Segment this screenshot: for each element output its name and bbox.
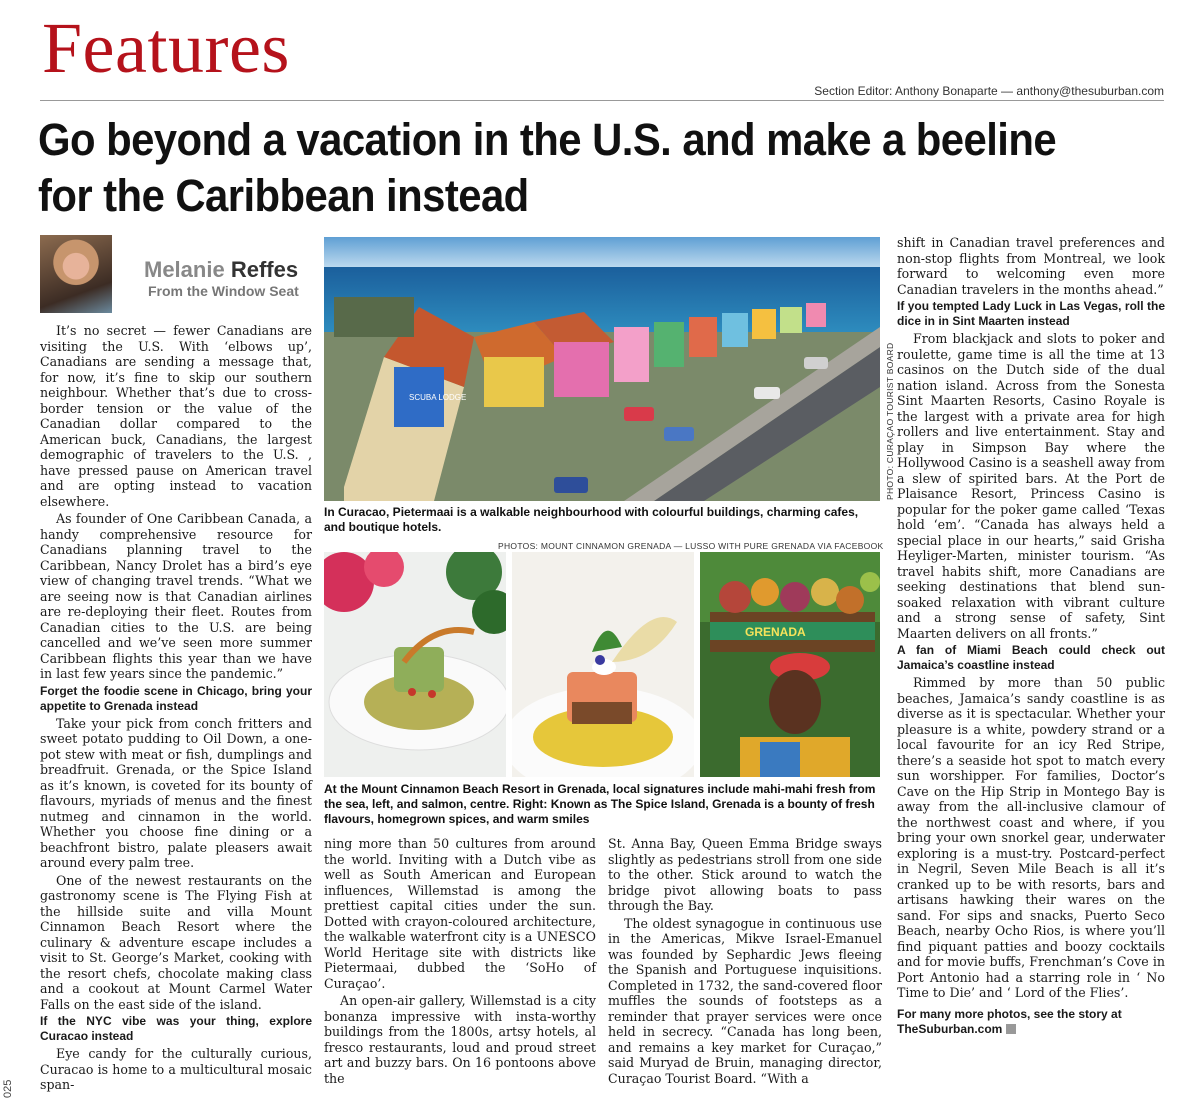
photo-credit-grenada: PHOTOS: MOUNT CINNAMON GRENADA — LUSSO WITH PURE GRENADA VIA FACEBOOK bbox=[498, 541, 884, 551]
grenada-woman-photo bbox=[700, 552, 880, 777]
paragraph: St. Anna Bay, Queen Emma Bridge sways slightly as pedestrians stroll from one side to the other. Stick around to watch the bridge pivot allowing boats to pass through the Bay. bbox=[608, 836, 882, 913]
mahi-mahi-photo bbox=[324, 552, 506, 777]
more-photos-note bbox=[897, 1007, 1165, 1037]
subhead: If the NYC vibe was your thing, explore Curacao instead bbox=[40, 1014, 312, 1043]
author-photo bbox=[40, 235, 112, 313]
subhead: If you tempted Lady Luck in Las Vegas, roll the dice in in Sint Maarten instead bbox=[897, 299, 1165, 328]
paragraph: As founder of One Caribbean Canada, a handy comprehensive resource for Canadians planning travel to the Caribbean, Nancy Drolet has a bird’s eye view of changing travel trends. “What we are seeing now is that Canadian airlines are re-deploying their fleet. Routes from Canadian cities to the U.S. are being cancelled and we’ve seen more summer Caribbean flights this year than we have in last few years since the pandemic.” bbox=[40, 511, 312, 681]
curacao-caption: In Curacao, Pietermaai is a walkable neighbourhood with colourful buildings, charming cafes, and boutique hotels. bbox=[324, 505, 859, 534]
curacao-illustration bbox=[324, 237, 880, 501]
paragraph: It’s no secret — fewer Canadians are visiting the U.S. With ‘elbows up’, Canadians are sending a message that, for now, it’s fine to skip our southern neighbour. Whether that’s due to cross-border tension or the value of the Canadian dollar compared to the American buck, Canadians, the largest demographic of travelers to the U.S. , have pressed pause on American travel and are opting instead to vacation elsewhere. bbox=[40, 323, 312, 509]
salmon-illustration bbox=[512, 552, 694, 777]
author-name: Melanie Reffes bbox=[144, 257, 299, 282]
paragraph: Rimmed by more than 50 public beaches, Jamaica’s sandy coastline is as diverse as it is spectacular. Whether your pleasure is a white, powdery strand or a local favourite for an icy Red Stripe, there’s a seaside hot spot to match every sun worshipper. For families, Doctor’s Cave on the Hip Strip in Montego Bay is away from the all-inclusive clamour of the northwest coast and where, if you bring your own snorkel gear, underwater exploring is a must-try. Postcard-perfect in Negril, Seven Mile Beach is all it’s cranked up to be with resorts, bars and artisans hawking their wares on the sand. For sips and snacks, Puerto Seco Beach, nearby Ocho Rios, is where you’ll find piquant patties and boozy cocktails and for movie buffs, Frenchman’s Cove in Port Antonio had a starring role in ‘ No Time to Die’ and ‘ Lord of the Flies’. bbox=[897, 675, 1165, 1000]
end-mark bbox=[1006, 1024, 1016, 1034]
paragraph: ning more than 50 cultures from around the world. Inviting with a Dutch vibe as well as South American and European influences, Willemstad is among the prettiest capital cities under the sun. Dotted with crayon-coloured architecture, the walkable waterfront city is a UNESCO World Heritage site with districts like Pietermaai, dubbed the ‘SoHo of Curaçao’. bbox=[324, 836, 596, 991]
section-editor: Section Editor: Anthony Bonaparte — anthony@thesuburban.com bbox=[814, 84, 1164, 98]
paragraph: Take your pick from conch fritters and sweet potato pudding to Oil Down, a one-pot stew with meat or fish, dumplings and breadfruit. Grenada, or the Spice Island as it’s known, is coveted for its bounty of flavours, myriads of menus and the finest nutmeg and cinnamon in the world. Whether you choose fine dining or a beachfront bistro, palate pleasers await around every palm tree. bbox=[40, 715, 312, 870]
website-link[interactable]: TheSuburban.com bbox=[897, 1021, 1003, 1036]
header-rule bbox=[40, 100, 1164, 101]
edition-year: 025 bbox=[2, 1079, 14, 1098]
grenada-caption: At the Mount Cinnamon Beach Resort in Grenada, local signatures include mahi-mahi fresh from the sea, left, and salmon, centre. Right: Known as The Spice Island, Grenada is a bounty of fresh flavours, homegrown spices, and warm smiles bbox=[324, 782, 876, 826]
column-name: From the Window Seat bbox=[148, 283, 299, 299]
grenada-woman-illustration bbox=[700, 552, 880, 777]
mahi-mahi-illustration bbox=[324, 552, 506, 777]
paragraph: One of the newest restaurants on the gastronomy scene is The Flying Fish at the hillside suite and villa Mount Cinnamon Beach Resort where the culinary & adventure escape includes a visit to St. George’s Market, cooking with the resort chefs, chocolate making class and a cookout at Mount Carmel Water Falls on the east side of the island. bbox=[40, 872, 312, 1012]
paragraph: The oldest synagogue in continuous use in the Americas, Mikve Israel-Emanuel was founded by Sephardic Jews fleeing the Spanish and Portuguese inquisitions. Completed in 1732, the sand-covered floor muffles the sounds of footsteps as a reminder that prayer services were once held in secrecy. “Canada has long been, and remains a key market for Curaçao,” said Muryad de Bruin, managing director, Curaçao Tourist Board. “With a bbox=[608, 915, 882, 1086]
paragraph: An open-air gallery, Willemstad is a city bonanza impressive with insta-worthy buildings from the 1800s, artsy hotels, al fresco restaurants, loud and proud street art and buzzy bars. On 16 pontoons above the bbox=[324, 993, 596, 1086]
subhead: Forget the foodie scene in Chicago, bring your appetite to Grenada instead bbox=[40, 683, 312, 713]
paragraph: shift in Canadian travel preferences and non-stop flights from Montreal, we look forward to welcoming even more Canadian travelers in the months ahead.” bbox=[897, 235, 1165, 297]
section-title: Features bbox=[42, 8, 290, 88]
article-column-2 bbox=[324, 836, 596, 1088]
article-column-4 bbox=[897, 235, 1165, 1039]
scuba-lodge-sign: SCUBA LODGE bbox=[409, 393, 467, 402]
photo-credit-curacao: PHOTO: CURAÇAO TOURIST BOARD bbox=[885, 342, 895, 500]
article-column-3 bbox=[608, 836, 882, 1088]
curacao-photo bbox=[324, 237, 880, 501]
paragraph: From blackjack and slots to poker and roulette, game time is all the time at 13 casinos on the Dutch side of the dual nation island. Across from the Sonesta Sint Maarten Resorts, Casino Royale is the largest with a private area for high rollers and live entertainment. Stay and play in Simpson Bay where the Hollywood Casino is a seashell away from a slew of spirited bars. At the Port de Plaisance Resort, Princess Casino is popular for the poker game called ‘Texas hold ‘em’. “Canada has always held a special place in our hearts,” said Grisha Heyliger-Marten, minister tourism. “As travel habits shift, more Canadians are seeking destinations that blend sun-soaked relaxation with vibrant culture and a strong sense of safety, Sint Maarten delivers on all fronts.” bbox=[897, 331, 1165, 641]
salmon-photo bbox=[512, 552, 694, 777]
grenada-basket-text: GRENADA bbox=[745, 625, 806, 639]
byline bbox=[40, 235, 312, 315]
more-photos-text: For many more photos, see the story at bbox=[897, 1006, 1122, 1021]
headline: Go beyond a vacation in the U.S. and make a beeline for the Caribbean instead bbox=[38, 114, 1057, 221]
article-column-1 bbox=[40, 323, 312, 1095]
subhead: A fan of Miami Beach could check out Jamaica’s coastline instead bbox=[897, 643, 1165, 672]
paragraph: Eye candy for the culturally curious, Curacao is home to a multicultural mosaic span- bbox=[40, 1046, 312, 1092]
